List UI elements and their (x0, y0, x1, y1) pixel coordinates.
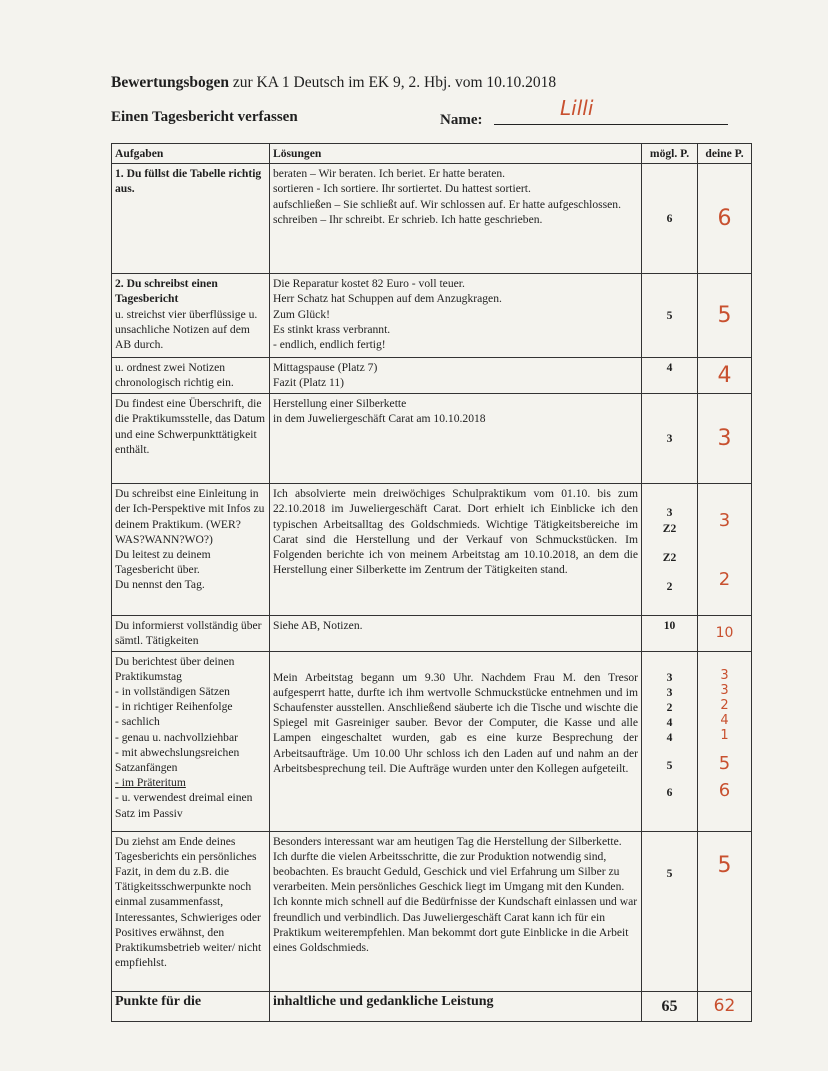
table-row (112, 616, 752, 651)
table-row (112, 831, 752, 991)
task-text: - sachlich (115, 715, 160, 729)
task-text: - im Präteritum (115, 776, 186, 790)
possible-points: 2 (666, 579, 673, 593)
task-text: 1. Du füllst die Tabelle richtig aus. (115, 167, 262, 196)
possible-points: 3 (666, 685, 673, 699)
solution-line: beraten – Wir beraten. Ich beriet. Er hatte beraten. (273, 167, 506, 181)
title-rest: zur KA 1 Deutsch im EK 9, 2. Hbj. vom 10.10.2018 (228, 74, 557, 91)
solution-cell (270, 358, 642, 394)
table-row (112, 484, 752, 616)
task-cell (112, 484, 270, 616)
task-text: - u. verwendest dreimal einen Satz im Passiv (115, 791, 253, 820)
task-text: Du schreibst eine Einleitung in der Ich-Perspektive mit Infos zu deinem Praktikum. (WER? WAS?WANN?WO?) (115, 487, 265, 546)
solution-line: in dem Juweliergeschäft Carat am 10.10.2018 (273, 412, 486, 426)
solution-line: Die Reparatur kostet 82 Euro - voll teuer. (273, 277, 465, 291)
solution-line: - endlich, endlich fertig! (273, 338, 386, 352)
task-text: Du berichtest über deinen Praktikumstag (115, 654, 235, 683)
possible-points: 2 (666, 700, 673, 714)
task-text: Du nennst den Tag. (115, 578, 205, 592)
possible-points: 10 (642, 616, 698, 651)
awarded-points: 3 (718, 509, 731, 531)
col-header-solutions: Lösungen (270, 144, 642, 164)
awarded-points-stack (698, 651, 752, 831)
col-header-possible: mögl. P. (642, 144, 698, 164)
possible-points: 6 (666, 785, 673, 799)
solution-line: sortieren - Ich sortiere. Ihr sortiertet. Du hattest sortiert. (273, 182, 531, 196)
task-text: - genau u. nachvollziehbar (115, 730, 238, 744)
header-row (112, 144, 752, 164)
solution-cell (270, 394, 642, 484)
awarded-points: 10 (698, 616, 752, 651)
solution-cell: Besonders interessant war am heutigen Tag die Herstellung der Silberkette. Ich durfte die vielen Arbeitsschritte, die zur Produktion notwendig sind, beobachten. Es braucht Geduld, Geschick und viel Erfahrung um Silber zu verarbeiten. Mein persönliches Geschick liegt im Umgang mit den Kunden. Ich konnte mich schnell auf die Bedürfnisse der Kundschaft einlassen und war freundlich und verbindlich. Das Juweliergeschäft Carat kann ich für ein Praktikum weiterempfehlen. Man bekommt dort gute Einblicke in die Arbeit eines Goldschmieds. (270, 831, 642, 991)
task-cell: Du findest eine Überschrift, die die Praktikumsstelle, das Datum und eine Schwerpunkttätigkeit enthält. (112, 394, 270, 484)
total-possible-points: 65 (642, 991, 698, 1021)
task-text: u. streichst vier überflüssige u. unsachliche Notizen auf dem AB durch. (115, 307, 258, 352)
task-cell: Du informierst vollständig über sämtl. Tätigkeiten (112, 616, 270, 651)
awarded-points: 2 (720, 697, 729, 713)
possible-points: 3 (666, 670, 673, 684)
solution-line: aufschließen – Sie schließt auf. Wir schlossen auf. Er hatte aufgeschlossen. (273, 197, 621, 211)
possible-points: 3 (642, 394, 698, 484)
possible-points: 4 (666, 731, 673, 745)
title-bold: Bewertungsbogen (111, 74, 229, 91)
sheet-title (111, 74, 556, 92)
task-text: Du leitest zu deinem Tagesbericht über. (115, 548, 211, 577)
awarded-points-stack (698, 484, 752, 616)
name-label: Name: (440, 112, 483, 128)
table-row (112, 394, 752, 484)
possible-points-stack (642, 651, 698, 831)
solution-line: Es stinkt krass verbrannt. (273, 322, 391, 336)
awarded-points: 1 (720, 728, 729, 744)
task-text: - in richtiger Reihenfolge (115, 700, 233, 714)
total-row (112, 991, 752, 1021)
solution-line: Mittagspause (Platz 7) (273, 361, 378, 375)
solution-line: Fazit (Platz 11) (273, 376, 345, 390)
possible-points: 6 (642, 164, 698, 274)
possible-points-stack (642, 484, 698, 616)
task-text: 2. Du schreibst einen Tagesbericht (115, 277, 218, 306)
awarded-points: 2 (718, 568, 731, 590)
awarded-points: 6 (698, 164, 752, 274)
task-cell: u. ordnest zwei Notizen chronologisch richtig ein. (112, 358, 270, 394)
awarded-points: 4 (720, 713, 729, 729)
task-cell (112, 274, 270, 358)
task-cell: Du ziehst am Ende deines Tagesberichts ein persönliches Fazit, in dem du z.B. die Tätigkeitsschwerpunkte noch einmal zusammenfasst, Interessantes, Schwieriges oder Positives erwähnst, den Praktikumsbetrieb weiter/ nicht empfiehlst. (112, 831, 270, 991)
table-row (112, 164, 752, 274)
total-awarded-points: 62 (698, 991, 752, 1021)
awarded-points: 4 (698, 358, 752, 394)
awarded-points: 3 (698, 394, 752, 484)
total-label-left: Punkte für die (112, 991, 270, 1021)
possible-points: 5 (642, 274, 698, 358)
possible-points: 4 (666, 716, 673, 730)
possible-points: 3 (666, 506, 673, 520)
awarded-points: 5 (718, 752, 731, 774)
solution-line: Herr Schatz hat Schuppen auf dem Anzugkragen. (273, 292, 502, 306)
student-name-handwritten: Lilli (560, 96, 594, 120)
solution-line: schreiben – Ihr schreibt. Er schrieb. Ich hatte geschrieben. (273, 212, 543, 226)
task-text: - in vollständigen Sätzen (115, 685, 230, 699)
awarded-points: 3 (720, 667, 729, 683)
awarded-points: 5 (698, 274, 752, 358)
table-row (112, 651, 752, 831)
task-cell (112, 651, 270, 831)
col-header-tasks: Aufgaben (112, 144, 270, 164)
awarded-points: 3 (720, 682, 729, 698)
solution-cell (270, 164, 642, 274)
possible-points: Z2 (662, 550, 677, 564)
solution-cell (270, 274, 642, 358)
table-row (112, 358, 752, 394)
possible-points: 5 (642, 831, 698, 991)
grading-table (111, 143, 752, 1022)
solution-cell: Siehe AB, Notizen. (270, 616, 642, 651)
solution-cell: Mein Arbeitstag begann um 9.30 Uhr. Nachdem Frau M. den Tresor aufgesperrt hatte, durfte ich ihm wertvolle Schmuckstücke entnehmen und im Schaufenster ausstellen. Anschließend säuberte ich die Tische und wischte die Spiegel mit Gasreiniger sauber. Bevor der Computer, die Kasse und alle Lampen eingeschaltet wurden, gab es eine kurze Besprechung der Arbeitsaufträge. Um 10.00 Uhr schloss ich den Laden auf und nahm an der Arbeitsbesprechung teil. Die Aufträge wurden unter den Kollegen aufgeteilt. (270, 651, 642, 831)
awarded-points: 5 (698, 831, 752, 991)
total-label-right: inhaltliche und gedankliche Leistung (270, 991, 642, 1021)
solution-line: Zum Glück! (273, 307, 330, 321)
task-text: - mit abwechslungsreichen Satzanfängen (115, 745, 240, 775)
col-header-yours: deine P. (698, 144, 752, 164)
awarded-points: 6 (718, 779, 731, 801)
task-cell (112, 164, 270, 274)
table-row (112, 274, 752, 358)
name-line (494, 124, 728, 125)
possible-points: 4 (642, 358, 698, 394)
possible-points: 5 (666, 758, 673, 772)
assignment-title: Einen Tagesbericht verfassen (111, 109, 298, 125)
possible-points: Z2 (662, 521, 677, 535)
solution-line: Herstellung einer Silberkette (273, 397, 407, 411)
solution-cell: Ich absolvierte mein dreiwöchiges Schulpraktikum vom 01.10. bis zum 22.10.2018 im Juweliergeschäft Carat. Dort erhielt ich Einblicke ich den typischen Arbeitsalltag des Goldschmieds. Wichtige Tätigkeitsbereiche im Carat sind die Herstellung und der Verkauf von Schmuckstücken. Im Folgenden berichte ich von meinem Arbeitstag am 10.10.2018, an dem die Herstellung einer Silberkette im Zentrum der Tätigkeiten stand. (270, 484, 642, 616)
